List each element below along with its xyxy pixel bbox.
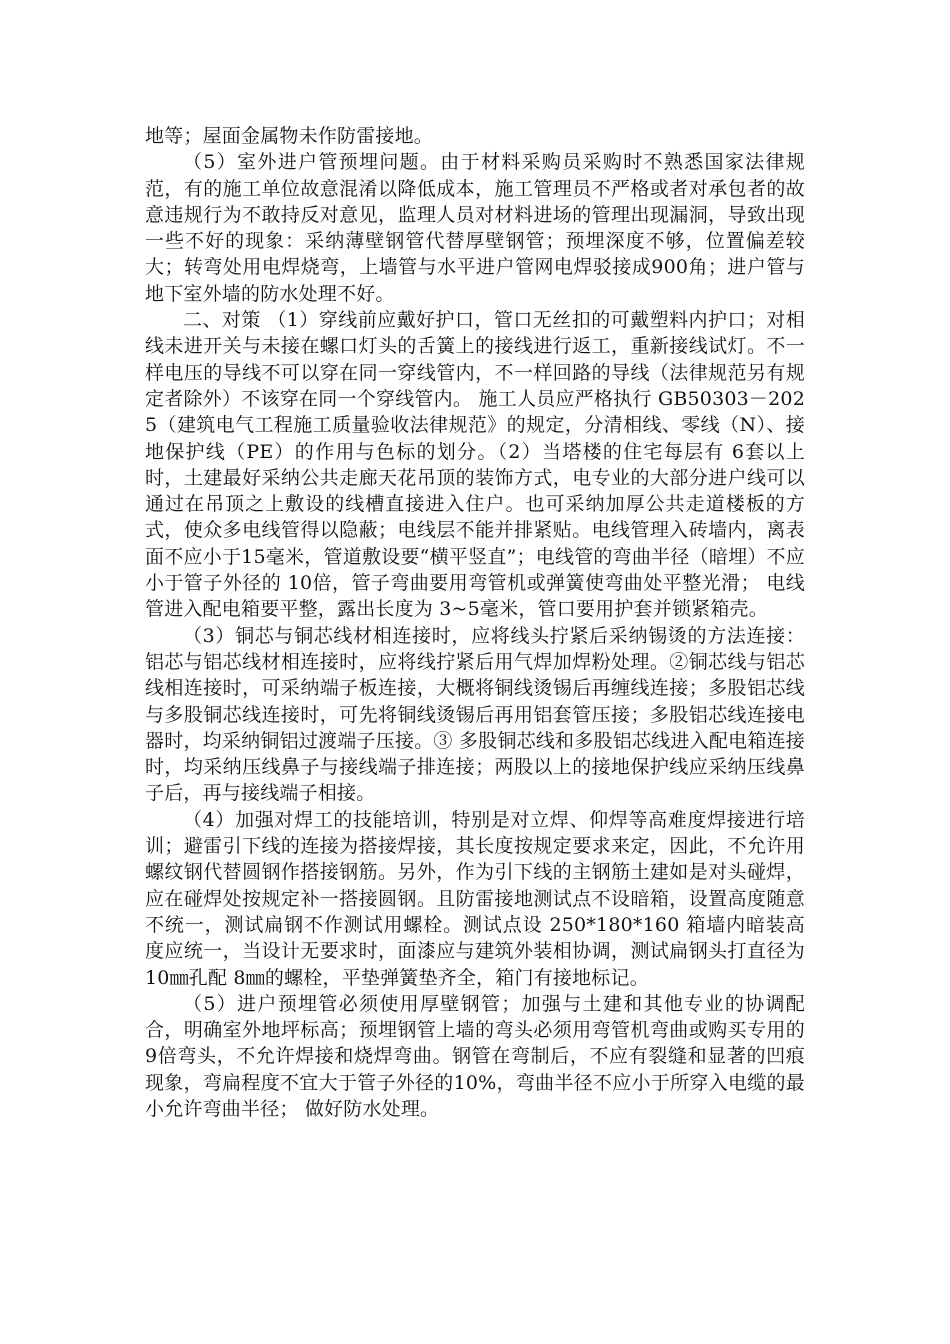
paragraph-entry-pipe-problem: （5）室外进户管预埋问题。由于材料采购员采购时不熟悉国家法律规范，有的施工单位故意混淆以降低成本，施工管理员不严格或者对承包者的故意违规行为不敢持反对意见，监理人员对材料进场的管理出现漏洞，导致出现一些不好的现象：采纳薄壁钢管代替厚壁钢管；预埋深度不够，位置偏差较大；转弯处用电焊烧弯，上墙管与水平进户管网电焊驳接成900角；进户管与地下室外墙的防水处理不好。 xyxy=(145,151,805,305)
paragraph-countermeasures-wiring: 二、对策 （1）穿线前应戴好护口，管口无丝扣的可戴塑料内护口；对相线未进开关与未接在螺口灯头的舌簧上的接线进行返工，重新接线试灯。不一样电压的导线不可以穿在同一穿线管内，不一样回路的导线（法律规范另有规定者除外）不该穿在同一个穿线管内。 施工人员应严格执行 GB50303－2025（建筑电气工程施工质量验收法律规范》的规定，分清相线、零线（N）、接地保护线（PE）的作用与色标的划分。（2）当塔楼的住宅每层有 6套以上时，土建最好采纳公共走廊天花吊顶的装饰方式，电专业的大部分进户线可以通过在吊顶之上敷设的线槽直接进入住户。也可采纳加厚公共走道楼板的方式，使众多电线管得以隐蔽；电线层不能并排紧贴。电线管理入砖墙内，离表面不应小于15毫米，管道敷设要“横平竖直”；电线管的弯曲半径（暗埋）不应小于管子外径的 10倍，管子弯曲要用弯管机或弹簧使弯曲处平整光滑； 电线管进入配电箱要平整，露出长度为 3~5毫米，管口要用护套并锁紧箱壳。 xyxy=(145,309,805,621)
paragraph-copper-aluminum-connection: （3）铜芯与铜芯线材相连接时，应将线头拧紧后采纳锡烫的方法连接：铝芯与铝芯线材相连接时，应将线拧紧后用气焊加焊粉处理。②铜芯线与铝芯线相连接时，可采纳端子板连接，大概将铜线烫锡后再缠线连接；多股铝芯线与多股铜芯线连接时，可先将铜线烫锡后再用铝套管压接；多股铝芯线连接电器时，均采纳铜铝过渡端子压接。③ 多股铜芯线和多股铝芯线进入配电箱连接时，均采纳压线鼻子与接线端子排连接；两股以上的接地保护线应采纳压线鼻子后，再与接线端子相接。 xyxy=(145,624,805,805)
paragraph-lightning-grounding-tail: 地等；屋面金属物未作防雷接地。 xyxy=(145,125,434,147)
paragraph-welder-training: （4）加强对焊工的技能培训，特别是对立焊、仰焊等高难度焊接进行培训；避雷引下线的连接为搭接焊接，其长度按规定要求来定，因此，不允许用螺纹钢代替圆钢作搭接钢筋。另外，作为引下线的主钢筋土建如是对头碰焊，应在碰焊处按规定补一搭接圆钢。且防雷接地测试点不设暗箱，设置高度随意不统一，测试扁钢不作测试用螺栓。测试点设 250*180*160 箱墙内暗装高度应统一，当设计无要求时，面漆应与建筑外装相协调，测试扁钢头打直径为 10㎜孔配 8㎜的螺栓，平垫弹簧垫齐全，箱门有接地标记。 xyxy=(145,808,805,989)
paragraph-entry-pipe-measures: （5）进户预埋管必须使用厚壁钢管；加强与土建和其他专业的协调配合，明确室外地坪标高；预埋钢管上墙的弯头必须用弯管机弯曲或购买专用的9倍弯头，不允许焊接和烧焊弯曲。钢管在弯制后，不应有裂缝和显著的凹痕现象，弯扁程度不宜大于管子外径的10%，弯曲半径不应小于所穿入电缆的最小允许弯曲半径； 做好防水处理。 xyxy=(145,992,805,1120)
document-body xyxy=(145,123,805,1122)
